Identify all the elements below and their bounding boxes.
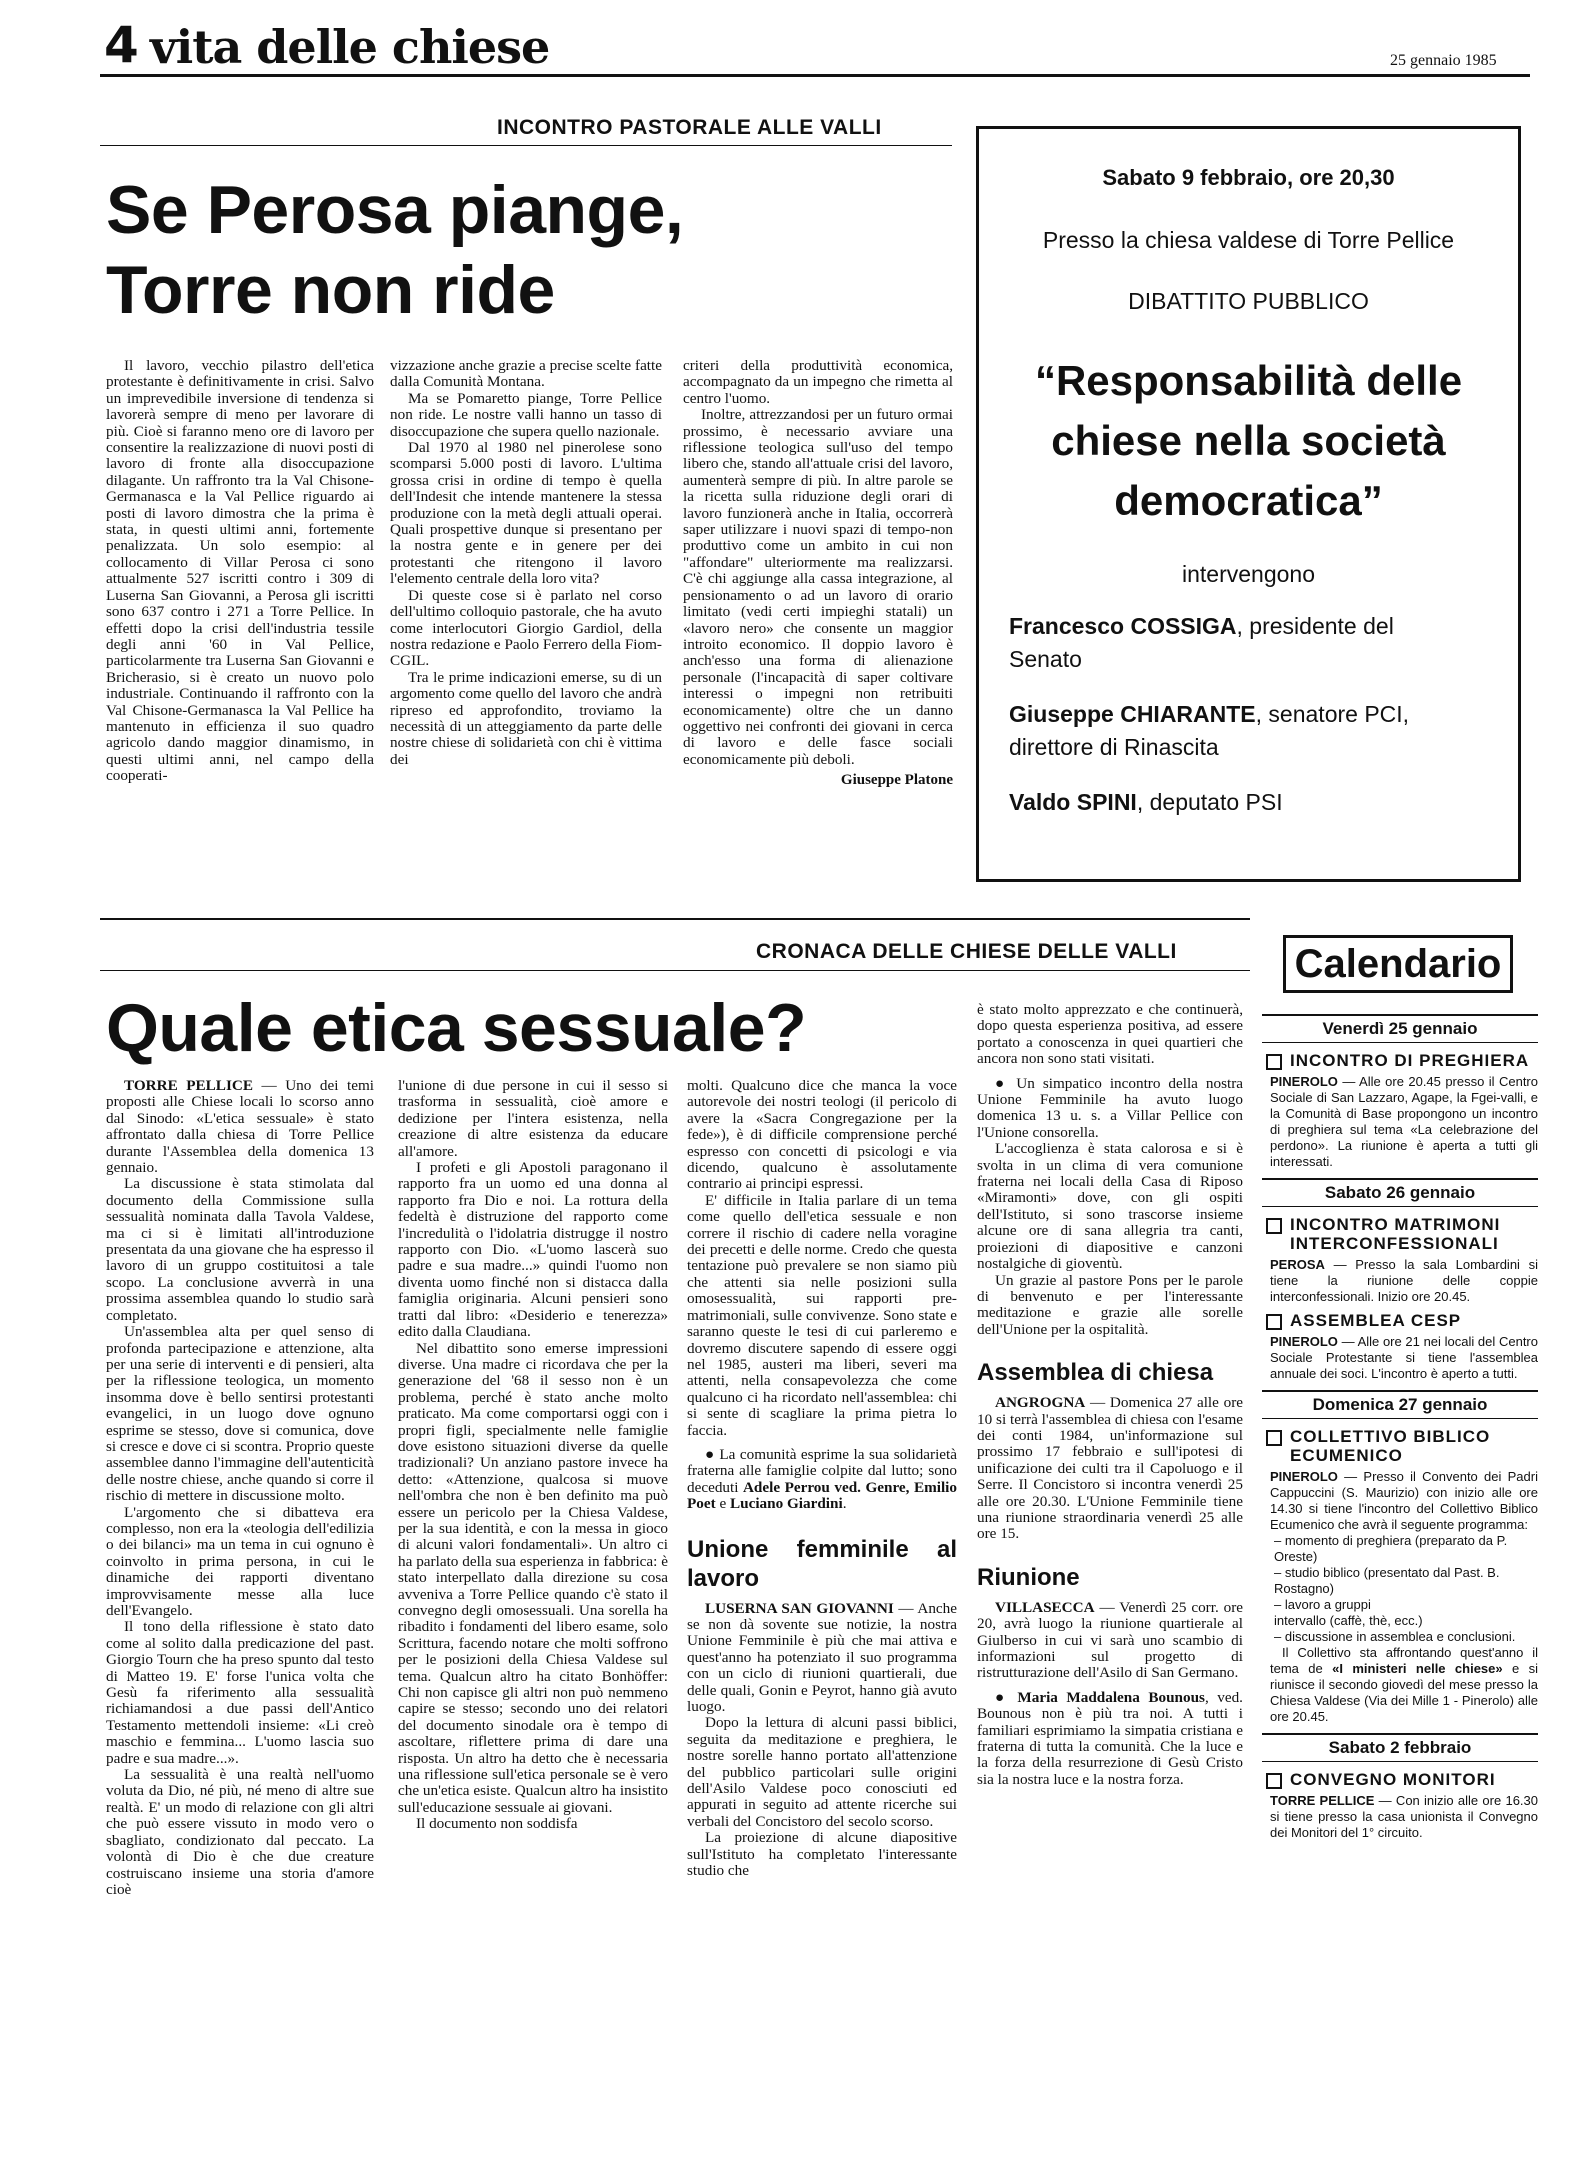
calendar-event-title: INCONTRO MATRIMONI INTERCONFESSIONALI <box>1262 1215 1538 1253</box>
paragraph: L'accoglienza è stata calorosa e si è svolta in un clima di vera comunione fraterna nei locali della Casa di Riposo «Miramonti» dove, con gli ospiti dell'Istituto, si sono trascorse insieme alcune ore di sana allegria tra canti, proiezioni di diapositive e canzoni nostalgiche di gioventù. <box>977 1140 1243 1273</box>
paragraph: ANGROGNA — Domenica 27 alle ore 10 si terrà l'assemblea di chiesa con l'esame dei conti 1984, un'informazione sul prossimo 17 febbraio e sull'ipotesi di unificazione dei culti tra il Capoluogo e il Serre. Il Concistoro si incontra venerdì 25 alle ore 20.30. L'Unione Femminile tiene una riunione straordinaria venerdì 25 alle ore 15. <box>977 1394 1243 1543</box>
article1-column-3 <box>683 358 953 789</box>
paragraph: ● Un simpatico incontro della nostra Unione Femminile ha avuto luogo domenica 13 u. s. a Villar Pellice con l'Unione consorella. <box>977 1074 1243 1141</box>
paragraph: ● Maria Maddalena Bounous, ved. Bounous non è più tra noi. A tutti i familiari esprimiamo la simpatia cristiana e fraterna di tutta la comunità. Che la luce e la forza della resurrezione di Gesù Cristo sia la nostra luce e la nostra forza. <box>977 1688 1243 1788</box>
program-item: – lavoro a gruppi <box>1274 1597 1371 1612</box>
event-type: DIBATTITO PUBBLICO <box>1128 288 1369 314</box>
paragraph: Dopo la lettura di alcuni passi biblici, seguita da meditazione e preghiera, le nostre sorelle hanno portato all'attenzione del pubblico particolari sulle origini dell'Asilo Valdese poco conosciuti ed appurati in seguito ad attente ricerche sui verbali del Concistoro del secolo scorso. <box>687 1714 957 1830</box>
paragraph: Un grazie al pastore Pons per le parole di benvenuto e per l'interessante meditazione e grazie alle sorelle dell'Unione per la ospitalità. <box>977 1271 1243 1338</box>
speaker-last: SPINI <box>1076 789 1137 815</box>
checkbox-icon <box>1266 1773 1282 1789</box>
program-item: intervallo (caffè, thè, ecc.) <box>1274 1613 1423 1628</box>
calendar-event-title: INCONTRO DI PREGHIERA <box>1262 1051 1538 1070</box>
article1-headline <box>106 170 966 330</box>
paragraph: LUSERNA SAN GIOVANNI — Anche se non dà sovente sue notizie, la nostra Unione Femminile è più che mai attiva e quest'anno ha potenziato il suo programma con un ciclo di riunioni quartierali, due delle quali, Gonin e Peyrot, hanno già avuto luogo. <box>687 1599 957 1715</box>
calendar-event-extra: Il Collettivo sta affrontando quest'anno il tema de «I ministeri nelle chiese» e si riunisce il secondo giovedì del mese presso la Chiesa Valdese (Via dei Mille 1 - Pinerolo) alle ore 20.45. <box>1270 1645 1538 1724</box>
masthead-rule <box>100 74 1530 77</box>
article2-column-4 <box>977 1002 1243 1788</box>
paragraph: è stato molto apprezzato e che continuerà, dopo questa esperienza positiva, ad essere portato a conoscenza in quei quartieri che ancora non sono stati visitati. <box>977 1001 1243 1068</box>
calendar-day: Domenica 27 gennaio <box>1262 1390 1538 1419</box>
paragraph: VILLASECCA — Venerdì 25 corr. ore 20, avrà luogo la riunione quartierale al Giulberso in cui vi sarà uno scambio di informazioni sul progetto di ristrutturazione dell'Asilo di San Germano. <box>977 1598 1243 1682</box>
article2-headline: Quale etica sessuale? <box>106 990 807 1066</box>
paragraph: Inoltre, attrezzandosi per un futuro ormai prossimo, è necessario avviare una riflessione teologica sull'uso del tempo libero che, stando all'attuale crisi del lavoro, aumenterà sempre di più. In altre parole se la ricetta sulla riduzione degli orari di lavoro funzionerà anche in Italia, occorrerà saper utilizzare i nuovi spazi di tempo-non produttivo come un ambito in cui non "affondare" ulteriormente ma realizzarsi. C'è chi aggiunge alla cassa integrazione, al pensionamento o ad un lavoro di orario limitato (vedi certi impieghi statali) un «lavoro nero» che consente un maggior introito economico. Il doppio lavoro è anch'esso una forma di alienazione personale (l'incapacità di saper coltivare interessi o impegni non retribuiti economicamente) oltre che un danno oggettivo nei confronti dei giovani in cerca di lavoro e delle fasce sociali economicamente più deboli. <box>683 406 953 768</box>
speaker-role: , senatore PCI, direttore di Rinascita <box>1009 701 1410 760</box>
article1-signature: Giuseppe Platone <box>840 772 953 789</box>
speaker <box>1009 698 1468 764</box>
calendar-event-details: PINEROLO — Alle ore 20.45 presso il Centro Sociale di San Lazzaro, Agape, la Fgei-valli, e la Comunità di Base propongono un incontro di preghiera sul tema «La celebrazione del perdono». La riunione è aperta a tutti gli interessati. <box>1270 1074 1538 1169</box>
article2-column-3 <box>687 1078 957 1879</box>
paragraph: molti. Qualcuno dice che manca la voce autorevole dei nostri teologi (il pericolo di avere la «Sacra Congregazione per la fede»), è di difficile comprensione perché espresso con concetti di psicologi e via dicendo, qualcuno è assolutamente contrario ai principi espressi. <box>687 1077 957 1193</box>
headline-line-1: Se Perosa piange, <box>106 172 684 248</box>
event-date: Sabato 9 febbraio, ore 20,30 <box>1102 165 1395 190</box>
speaker-role: , presidente del Senato <box>1009 613 1394 672</box>
article1-column-2 <box>390 358 662 768</box>
calendar-event-title: ASSEMBLEA CESP <box>1262 1311 1538 1330</box>
checkbox-icon <box>1266 1314 1282 1330</box>
article2-kicker: CRONACA DELLE CHIESE DELLE VALLI <box>756 940 1177 963</box>
calendar <box>1262 1006 1538 1841</box>
subheading: Unione femminile al lavoro <box>687 1535 957 1592</box>
checkbox-icon <box>1266 1054 1282 1070</box>
paragraph: TORRE PELLICE — Uno dei temi proposti alle Chiese locali lo scorso anno dal Sinodo: «L'etica sessuale» è stato affrontato dalla chiesa di Torre Pellice durante l'Assemblea della domenica 13 gennaio. <box>106 1077 374 1177</box>
program-item: – momento di preghiera (preparato da P. Oreste) <box>1274 1533 1508 1564</box>
section-title: vita delle chiese <box>150 20 550 74</box>
issue-date: 25 gennaio 1985 <box>1390 52 1497 69</box>
speaker <box>1009 786 1468 819</box>
paragraph: La discussione è stata stimolata dal documento della Commissione sulla sessualità nominata dalla Tavola Valdese, ma ci si è limitati all'introduzione presentata da una giovane che ha espresso il lavoro di un gruppo costituitosi a tale scopo. La conclusione avverrà in una prossima assemblea quando lo studio sarà completato. <box>106 1175 374 1324</box>
checkbox-icon <box>1266 1430 1282 1446</box>
paragraph: I profeti e gli Apostoli paragonano il rapporto fra un uomo ed una donna al rapporto fra Dio e noi. La rottura della fedeltà è distruzione del rapporto come l'incredulità o l'idolatria distrugge il nostro rapporto con Dio. «L'uomo lascerà suo padre e sua madre...» quindi l'uomo non diventa uomo finché non si distacca dalla famiglia originaria. Alcuni pensieri sono tratti dal libro: «Desiderio e tenerezza» edito dalla Claudiana. <box>398 1159 668 1341</box>
event-title-line-1: “Responsabilità delle <box>1034 357 1463 404</box>
paragraph: E' difficile in Italia parlare di un tema come quello dell'etica sessuale e non correre il rischio di cadere nella voragine dei precetti e delle norme. Credo che questa tentazione può prevalere se non siamo più che attenti sia nelle posizioni sulla omosessualità, sui rapporti pre-matrimoniali, sulle convivenze. Sono state e saranno queste le tesi di cui parleremo e dovremo discutere sapendo di essere oggi nel 1985, austeri ma liberi, severi ma attenti, nella consapevolezza che come qualcuno ci ha ricordato nell'assemblea: chi si sente di scagliare la prima pietra lo faccia. <box>687 1191 957 1439</box>
paragraph: Dal 1970 al 1980 nel pinerolese sono scomparsi 5.000 posti di lavoro. L'ultima grossa crisi in ordine di tempo è quella dell'Indesit che intende mantenere la stessa produzione con la metà degli attuali operai. Quali prospettive dunque si presentano per la nostra gente e in genere per dei protestanti che ritengono il lavoro l'elemento centrale della loro vita? <box>390 439 662 588</box>
event-intervene-label: intervengono <box>1182 561 1315 587</box>
article2-column-2 <box>398 1078 668 1833</box>
article1-column-1 <box>106 358 374 785</box>
program-item: – discussione in assemblea e conclusioni. <box>1274 1629 1516 1644</box>
paragraph: Tra le prime indicazioni emerse, su di un argomento come quello del lavoro che andrà ripreso ed approfondito, troviamo la necessità di un atteggiamento da parte delle nostre chiese di solidarietà con chi è vittima dei <box>390 668 662 768</box>
article2-column-1 <box>106 1078 374 1898</box>
article1-rule <box>100 145 952 146</box>
paragraph: Il tono della riflessione è stato dato come al solito dalla predicazione del past. Giorgio Tourn che ha preso spunto dal testo di Matteo 19. E' forse l'unica volta che Gesù fa riferimento alla sessualità richiamandosi a due passi dell'Antico Testamento mettendoli insieme: «Li creò maschio e femmina... L'uomo lascia suo padre e sua madre...». <box>106 1618 374 1767</box>
calendar-event-title: COLLETTIVO BIBLICO ECUMENICO <box>1262 1427 1538 1465</box>
speaker-first: Valdo <box>1009 789 1071 815</box>
paragraph: ● La comunità esprime la sua solidarietà fraterna alle famiglie colpite dal lutto; sono deceduti Adele Perrou ved. Genre, Emilio Poet e Luciano Giardini. <box>687 1445 957 1513</box>
paragraph: vizzazione anche grazie a precise scelte fatte dalla Comunità Montana. <box>390 357 662 391</box>
event-title-line-2: chiese nella società <box>1051 417 1446 464</box>
speaker-last: CHIARANTE <box>1120 701 1256 727</box>
article1-kicker: INCONTRO PASTORALE ALLE VALLI <box>497 116 882 139</box>
event-title-line-3: democratica” <box>1114 477 1383 524</box>
dateline: TORRE PELLICE <box>124 1077 253 1094</box>
calendar-day: Sabato 26 gennaio <box>1262 1178 1538 1207</box>
article2-rule <box>100 970 1250 971</box>
paragraph: La proiezione di alcune diapositive sull'Istituto ha completato l'interessante studio che <box>687 1829 957 1880</box>
event-box <box>976 126 1521 882</box>
calendar-day: Venerdì 25 gennaio <box>1262 1014 1538 1043</box>
paragraph: Il lavoro, vecchio pilastro dell'etica protestante è definitivamente in crisi. Salvo un imprevedibile inversione di tendenza si lavorerà sempre di meno per lavorare di più. Cioè si faranno meno ore di lavoro per consentire la realizzazione di nuovi posti di lavoro di fronte alla disoccupazione dilagante. Un raffronto tra la Val Chisone-Germanasca e la Val Pellice riguardo ai posti di lavoro dimostra che la prima è stata, in questi ultimi anni, fortemente penalizzata. Un solo esempio: al collocamento di Villar Perosa ci sono attualmente 527 iscritti contro i 309 di Luserna San Giovanni, a Perosa gli iscritti sono 637 contro i 271 a Torre Pellice. In effetti dopo la crisi dell'industria tessile degli anni '60 in Val Pellice, particolarmente tra Luserna San Giovanni e Bricherasio, si è creato un nuovo polo industriale. Continuando il raffronto con la Val Chisone-Germanasca la Val Pellice ha mantenuto in efficienza il suo quadro agricolo dando maggior dinamismo, in questi ultimi anni, nel campo della cooperati- <box>106 357 374 785</box>
event-place: Presso la chiesa valdese di Torre Pellice <box>1042 227 1455 253</box>
paragraph: Ma se Pomaretto piange, Torre Pellice non ride. Le nostre valli hanno un tasso di disoccupazione che supera quello nazionale. <box>390 389 662 440</box>
checkbox-icon <box>1266 1218 1282 1234</box>
section-divider <box>100 918 1250 920</box>
paragraph: Nel dibattito sono emerse impressioni diverse. Una madre ci ricordava che per la generazione del '68 il sesso non è un problema, perché è stato anche molto praticato. Ma come comportarsi oggi con i propri figli, specialmente nelle famiglie dove esistono situazioni diverse da quelle tradizionali? Un anziano pastore invece ha detto: «Attenzione, qualcosa si muove nell'ombra che non è ben definito ma può essere un pericolo per la Chiesa Valdese, per la sua identità, e con la messa in gioco di alcuni valori fondamentali». Un altro ci ha parlato della sua esperienza in fabbrica: è stato interpellato dalla direzione su cosa avveniva a Torre Pellice quando c'è stato il convegno degli omosessuali. Una sorella ha ribadito i fondamenti del libero esame, solo Scrittura, facendo notare che molti soffrono per le posizioni della Chiesa Valdese sul tema. Qualcun altro ha citato Bonhöffer: Chi non capisce gli altri non può nemmeno capire se stesso; secondo uno dei relatori del documento sinodale ora è tempo di ascoltare, riflettere prima di dare una risposta. Un altro ha detto che è necessaria una riflessione sull'etica personale se è vero che un'etica esiste. Qualcun altro ha insistito sull'educazione sessuale ai giovani. <box>398 1339 668 1816</box>
calendar-event-details: TORRE PELLICE — Con inizio alle ore 16.30 si tiene presso la casa unionista il Convegno dei Monitori del 1° circuito. <box>1270 1793 1538 1840</box>
calendar-event-details: PINEROLO — Presso il Convento dei Padri Cappuccini (S. Maurizio) con inizio alle ore 14.30 si tiene l'incontro del Collettivo Biblico Ecumenico che avrà il seguente programma: <box>1270 1469 1538 1532</box>
paragraph: La sessualità è una realtà nell'uomo voluta da Dio, né più, né meno di altre sue realtà. E' un modo di relazione con gli altri che può essere vissuto in modo vero o sbagliato, condizionato dal peccato. La volontà di Dio è che due creature costruiscano insieme una storia d'amore cioè <box>106 1766 374 1898</box>
dateline: LUSERNA SAN GIOVANNI <box>705 1599 894 1617</box>
event-title <box>979 351 1518 531</box>
speaker-last: COSSIGA <box>1130 613 1237 639</box>
calendar-event-title: CONVEGNO MONITORI <box>1262 1770 1538 1789</box>
paragraph: l'unione di due persone in cui il sesso si trasforma in sessualità, cioè amore e dedizione per l'intera esistenza, nella creazione di altre esistenza da educare all'amore. <box>398 1077 668 1160</box>
speaker-first: Giuseppe <box>1009 701 1114 727</box>
dateline: ANGROGNA <box>995 1394 1086 1412</box>
subheading: Assemblea di chiesa <box>977 1359 1214 1387</box>
page-number: 4 <box>104 16 139 74</box>
paragraph: Il documento non soddisfa <box>416 1815 578 1833</box>
calendar-title: Calendario <box>1283 935 1513 993</box>
paragraph: Un'assemblea alta per quel senso di profonda partecipazione e attenzione, alta per una serie di interventi e di pensieri, alta per la riflessione teologica, un momento insomma dove è bello sentirsi protestanti evangelici, in un luogo dove ognuno esprime se stesso, dove si comunica, dove si cresce e dove ci si scontra. Proprio queste assemblee danno l'immagine dell'autenticità delle nostre chiese, anche quando si corre il rischio di mettere in discussione molto. <box>106 1323 374 1505</box>
speaker-first: Francesco <box>1009 613 1125 639</box>
subheading: Riunione <box>977 1563 1080 1591</box>
calendar-day: Sabato 2 febbraio <box>1262 1733 1538 1762</box>
speaker <box>1009 610 1468 676</box>
program-item: – studio biblico (presentato dal Past. B. Rostagno) <box>1274 1565 1500 1596</box>
dateline: VILLASECCA <box>995 1598 1095 1616</box>
calendar-event-details: PINEROLO — Alle ore 21 nei locali del Centro Sociale Protestante si tiene l'assemblea annuale dei soci. L'incontro è aperto a tutti. <box>1270 1334 1538 1381</box>
calendar-event-details: PEROSA — Presso la sala Lombardini si tiene la riunione delle coppie interconfessionali. Inizio ore 20.45. <box>1270 1257 1538 1304</box>
speaker-role: , deputato PSI <box>1136 789 1283 815</box>
paragraph: criteri della produttività economica, accompagnato da un impegno che rimetta al centro l'uomo. <box>683 357 953 407</box>
paragraph: L'argomento che si dibatteva era complesso, non era la «teologia dell'edilizia o dei bilanci» ma un tema in cui ognuno è coinvolto in prima persona, in cui le dinamiche dei rapporti diventano improvvisamente messe alla luce dell'Evangelo. <box>106 1503 374 1619</box>
headline-line-2: Torre non ride <box>106 252 555 328</box>
paragraph: Di queste cose si è parlato nel corso dell'ultimo colloquio pastorale, che ha avuto come interlocutori Giorgio Gardiol, della nostra redazione e Paolo Ferrero della Fiom-CGIL. <box>390 586 662 670</box>
